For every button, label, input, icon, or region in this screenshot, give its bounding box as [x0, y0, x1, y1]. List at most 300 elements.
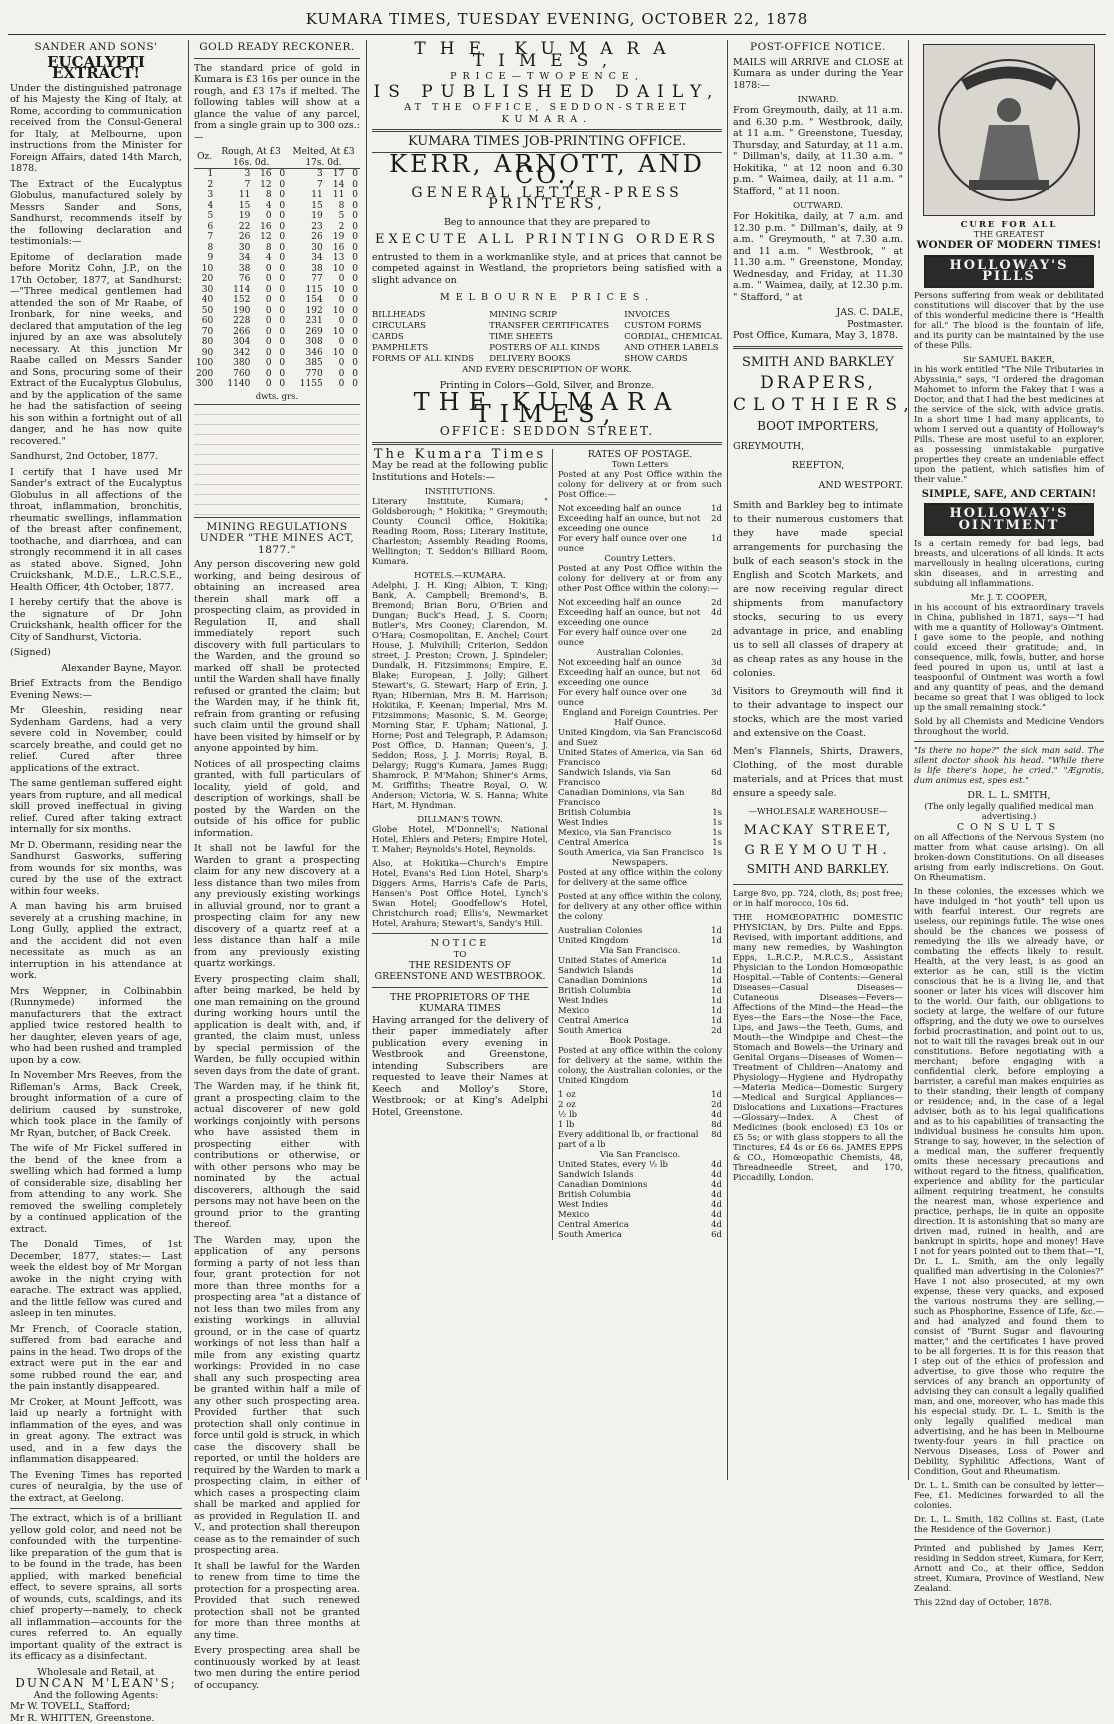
table-cell: 0: [274, 243, 287, 254]
table-cell: 385: [287, 358, 325, 369]
rates-value: 1s: [712, 828, 722, 838]
rates-title: RATES OF POSTAGE.: [558, 449, 722, 461]
table-cell: 269: [287, 327, 325, 338]
rates-row: [558, 1090, 722, 1100]
list-item: CARDS: [372, 332, 474, 343]
table-cell: 38: [215, 264, 252, 275]
table-row: [194, 306, 360, 317]
table-row: [194, 201, 360, 212]
rates-label: British Columbia: [558, 1190, 631, 1200]
rates-row: [558, 1230, 722, 1240]
rates-sub: Town Letters: [558, 460, 722, 470]
hotels-list: Adelphi, J. H. King; Albion, T. King; Bank, A. Campbell; Bremond's, B. Bremond; Brian Boru, O'Brien and Dungan; Buck's Head, J. S. Coorn; Butler's, Mrs Cooney; Clarendon, M. O'Hara; Cosmopolitan, E. Anchel; Court House, J. Mulvihill; Criterion, Seddon street, J. Preston; Crown, J. Spindeler; Dundalk, H. Fitzsimmons; Empire, E. Blake; European, J. Jolly; Gilbert Stewart's, G. Stewart; Harp of Erin, J. Ryan; Hibernian, Mrs B. M. Harrison; Hokitika, F. Keenan; Imperial, Mrs M. Fitzsimmons; Masonic, S. M. George; Morning Star, F. Upham; National, J. Horne; Post and Telegraph, P. Adamson; Post Office, D. Hannan; Queen's, J. Seddon; Ross, J. J. Morris; Royal, B. Delargy; Rugg's Kumara, James Rugg; Shamrock, P. M'Mahon; Shiner's Arms, M. Griffiths; Theatre Royal, O. W. Anderson; Victoria, W. S. Hanna; White Hart, M. Hyndman.: [372, 581, 548, 811]
table-cell: 0: [346, 337, 360, 348]
agents-label: And the following Agents:: [10, 1690, 182, 1702]
paper-title-bottom: THE KUMARA TIMES,: [372, 397, 722, 420]
paragraph: The Donald Times, of 1st December, 1877, states:— Last week the eldest boy of Mr Morgan awoke in the night crying with earache. The extract was applied, and the little fellow was cured and asleep in ten minutes.: [10, 1239, 182, 1320]
table-cell: 8: [252, 190, 273, 201]
table-cell: 90: [194, 348, 215, 359]
table-cell: 0: [346, 264, 360, 275]
table-cell: 19: [287, 211, 325, 222]
rates-row: [558, 748, 722, 768]
rates-value: 1d: [711, 504, 722, 514]
table-cell: 15: [287, 201, 325, 212]
book-ad: Large 8vo, pp. 724, cloth, 8s; post free; or in half morocco, 10s 6d.: [733, 889, 903, 909]
essay-text: In these colonies, the excesses which we have indulged in "hot youth" tell upon us with fearful interest. Our regrets are useless, our repinings futile. The wise ones should be the chances we possess of remedying the ills we already have, or combating the effects likely to result. Health, at the very least, is as good an exterior as he can, still is the victim conscious that he is a living lie, and that sooner or later his vices will discover him to the world. Our faith, our obligations to society at large, the welfare of our future offspring, and the duty we owe to ourselves forbid procrastination, and point out to us, not to wait till the ravages break out in our constitutions. Before negotiating with a merchant; before engaging with a confidential clerk, before employing a barrister, a careful man makes enquiries as to their standing, their length of company or residence; and, in the case of a legal adviser, both as to his legal qualifications and as to his capabilities of transacting the individual business he consults him upon. Strange to say, however, in the selection of a medical man, the sufferer frequently omits these necessary precautions and without regard to the fitness, qualification, experience and ability for the particular ailment requiring treatment, he consults the nearest man, whose experience and practice, perhaps, lie in quite an opposite direction. It is astonishing that so many are driven mad, ruined in health, and are bankrupt in spirits, hope and money! Have I not for years pointed out to them that—"I, Dr. L. L. Smith, am the only legally qualified man advertising in the Colonies?" Have I not also prosecuted, at my own expense, these very quacks, and exposed the various nostrums they are selling,—such as Phosphorine, Essence of Life, &c.—and had analyzed and found them to consist of "Burnt Sugar and flavouring matter," and the certificates I have proved to be all forgeries. It is for this reason that I step out of the ethics of profession and advertise, to give those who require the services of any branch an opportunity of advising they can consult a legally qualified man, and one, moreover, who has made this his especial study. Dr. L. L. Smith is the only legally qualified medical man advertising, and he has been in Melbourne twenty-four years in full practice on Nervous Diseases, Loss of Power and Debility, Syphilitic Affections, Want of Condition, Gout and Rheumatism.: [914, 887, 1104, 1477]
column-rule: [188, 40, 189, 1480]
rates-value: 2d: [711, 1100, 722, 1110]
rates-sub: Australian Colonies.: [558, 648, 722, 658]
rates-label: West Indies: [558, 1200, 608, 1210]
table-cell: 228: [215, 316, 252, 327]
table-cell: 10: [325, 306, 347, 317]
rates-row: [558, 1160, 722, 1170]
table-header: Oz.: [194, 147, 215, 169]
rates-value: 8d: [711, 1130, 722, 1150]
divider: [914, 741, 1104, 742]
table-cell: 70: [194, 327, 215, 338]
table-cell: 7: [287, 180, 325, 191]
firm-name: KERR, ARNOTT, AND CO.,: [372, 159, 722, 182]
paragraph: The extract, which is of a brilliant yellow gold color, and need not be confounded with the turpentine-like preparation of the gum that is to be found in the trade, has been applied, with marked beneficial effect, to severe sprains, all sorts of wounds, cuts, scaldings, and its chief property—namely, to check all inflammation—accounts for the cures referred to. An equally important quality of the extract is its efficacy as a disinfectant.: [10, 1513, 182, 1663]
table-cell: 8: [252, 243, 273, 254]
column-post-office: [733, 40, 903, 1480]
list-item: POSTERS OF ALL KINDS: [489, 343, 609, 354]
simple-title: SIMPLE, SAFE, AND CERTAIN!: [914, 489, 1104, 501]
masthead: KUMARA TIMES, TUESDAY EVENING, OCTOBER 22, 1878: [0, 10, 1114, 28]
table-cell: 23: [287, 222, 325, 233]
rates-row: [558, 926, 722, 936]
table-cell: 0: [252, 274, 273, 285]
paragraph: It shall not be lawful for the Warden to grant a prospecting claim for any new discovery at a less distance than two miles from any previously existing workings in alluvial ground, nor to grant a prospecting claim for any new discovery of a quartz reef at a less distance than half a mile from any previously existing quartz workings.: [194, 843, 360, 970]
rates-label: ½ lb: [558, 1110, 577, 1120]
table-cell: 4: [194, 201, 215, 212]
place-westport: AND WESTPORT.: [733, 480, 903, 492]
paragraph: It shall be lawful for the Warden to renew from time to time the protection for a prospecting area. Provided that such renewed protection shall not be granted for more than three months at any time.: [194, 1561, 360, 1642]
sold-text: Sold by all Chemists and Medicine Vendors throughout the world.: [914, 717, 1104, 737]
table-cell: 0: [274, 274, 287, 285]
rates-row: [558, 658, 722, 668]
rates-row: [558, 936, 722, 946]
table-cell: 0: [274, 348, 287, 359]
rates-sub: Book Postage.: [558, 1036, 722, 1046]
cooper-text: in his account of his extraordinary travels in China, published in 1871, says—"I had with me a quantity of Holloway's Ointment. I gave some to the people, and nothing could exceed their gratitude; and, in consequence, milk, fowls, butter, and horse feed poured in upon us, until at last a teaspoonful of Ointment was worth a fowl and any quantity of peas, and the demand became so great that I was obliged to lock up the small remaining stock.": [914, 603, 1104, 713]
rates-value: 1d: [711, 534, 722, 554]
jobprinting-title: KUMARA TIMES JOB-PRINTING OFFICE.: [372, 136, 722, 148]
notice-to: TO: [372, 950, 548, 960]
rates-value: 4d: [711, 1110, 722, 1120]
proprietors-text: Having arranged for the delivery of their paper immediately after publication every evening in Westbrook and Greenstone, intending Subscribers are requested to leave their Names at Keech and Molloy's Store, Westbrook; or at King's Adelphi Hotel, Greenstone.: [372, 1015, 548, 1119]
inward-text: From Greymouth, daily, at 11 a.m. and 6.30 p.m. " Westbrook, daily, at 11 a.m. " Greenstone, Tuesday, Thursday, and Saturday, at 11 a.m. " Dillman's, daily, at 11.30 a.m. " Hokitika, " at 12 noon and 6.30 p.m. " Waimea, daily, at 11 a.m. " Stafford, " at 11 noon.: [733, 105, 903, 197]
rates-list: [558, 504, 722, 554]
rates-label: Exceeding half an ounce, but not exceeding one ounce: [558, 668, 711, 688]
divider: [372, 933, 548, 934]
table-cell: 26: [215, 232, 252, 243]
office-line: AT THE OFFICE, SEDDON-STREET: [372, 102, 722, 114]
notice-residents: THE RESIDENTS OF GREENSTONE AND WESTBROOK.: [372, 960, 548, 983]
rates-list: [558, 598, 722, 648]
rates-row: [558, 828, 722, 838]
table-cell: 11: [325, 190, 347, 201]
rates-row: [558, 788, 722, 808]
rates-value: 1d: [711, 1016, 722, 1026]
table-cell: 16: [252, 169, 273, 180]
rates-value: 1s: [712, 808, 722, 818]
table-cell: 190: [215, 306, 252, 317]
table-row: [194, 316, 360, 327]
table-cell: 0: [325, 369, 347, 380]
list-item: FORMS OF ALL KINDS: [372, 354, 474, 365]
table-cell: 0: [346, 253, 360, 264]
smith-barkley-title: SMITH AND BARKLEY: [733, 357, 903, 369]
table-row: [194, 295, 360, 306]
mens-text: Men's Flannels, Shirts, Drawers, Clothing, of the most durable materials, and at Prices that must ensure a speedy sale.: [733, 745, 903, 801]
rates-value: 4d: [711, 1160, 722, 1170]
rates-row: [558, 1180, 722, 1190]
seal-label: CURE FOR ALL: [914, 220, 1104, 230]
rates-label: South America: [558, 1230, 622, 1240]
table-cell: 8: [325, 201, 347, 212]
lower-section: [372, 449, 722, 1241]
rates-value: 1s: [712, 818, 722, 828]
doctor-name: DR. L. L. SMITH,: [914, 790, 1104, 802]
rates-row: [558, 996, 722, 1006]
rates-value: 4d: [711, 1170, 722, 1180]
signed-label: (Signed): [10, 647, 182, 659]
paragraph: Mr D. Obermann, residing near the Sandhurst Gasworks, suffering from wounds for six months, was cured by the use of the extract within four weeks.: [10, 840, 182, 898]
rates-text: Posted at any Post Office within the colony for delivery at or from any other Post Office within the colony:—: [558, 564, 722, 594]
holloway-emblem: [923, 44, 1095, 216]
greymouth-line: GREYMOUTH.: [733, 845, 903, 857]
paragraph: Mr Croker, at Mount Jeffcott, was laid up nearly a fortnight with inflammation of the eyes, and was in great agony. The extract was used, and in a few days the inflammation disappeared.: [10, 1397, 182, 1466]
rates-sub: Via San Francisco.: [558, 1150, 722, 1160]
rates-value: 1d: [711, 1006, 722, 1016]
table-cell: 0: [252, 306, 273, 317]
rates-row: [558, 1026, 722, 1036]
rates-value: 4d: [711, 1210, 722, 1220]
list-item: SHOW CARDS: [624, 354, 722, 365]
rates-label: Not exceeding half an ounce: [558, 658, 681, 668]
table-cell: 0: [252, 348, 273, 359]
rates-row: [558, 1110, 722, 1120]
table-cell: 2: [325, 222, 347, 233]
paragraph: Mr French, of Cooracle station, suffered from bad earache and pains in the head. Two drops of the extract were put in the ear and some rubbed round the ear, and the pain instantly disappeared.: [10, 1324, 182, 1393]
table-cell: 26: [287, 232, 325, 243]
signature: JAS. C. DALE,: [733, 307, 903, 319]
paragraph: I certify that I have used Mr Sander's extract of the Eucalyptus Globulus in all affections of the throat, inflammation, bronchitis, rheumatic swellings, inflammation of the breast after confinement, toothache, and diarrhœa, and can strongly recommend it in all cases as stated above. Signed, John Cruickshank, M.D.E., L.R.C.S.E., Health Officer, 4th October, 1877.: [10, 467, 182, 594]
rates-row: [558, 628, 722, 648]
paragraph: A man having his arm bruised severely at a crushing machine, in Long Gully, applied the extract, and the accident did not even necessitate as much as an interruption in his attendance at work.: [10, 901, 182, 982]
table-cell: 17: [325, 169, 347, 180]
rates-value: 4d: [711, 608, 722, 628]
paragraph: Any person discovering new gold working, and being desirous of obtaining an increased area therein shall mark off a prospecting claim, as provided in Regulation II, and shall immediately report such discovery with full particulars to the Warden, and the ground so marked off shall be protected until the Warden shall have finally refused or granted the claim; but the Warden may, if he think fit, refrain from granting or refusing such claim until the ground shall have been visited by himself or by anyone appointed by him.: [194, 559, 360, 755]
wholesale-label: Wholesale and Retail, at: [10, 1667, 182, 1679]
table-cell: 0: [252, 379, 273, 390]
rates-value: 1d: [711, 956, 722, 966]
rates-sub: Via San Francisco.: [558, 946, 722, 956]
paragraph: Every prospecting claim shall, after being marked, be held by one man remaining on the ground during working hours until the application is dealt with, and, if granted, the claim must, unless by special permission of the Warden, be fully occupied within seven days from the date of grant.: [194, 974, 360, 1078]
rates-value: 1d: [711, 986, 722, 996]
paragraph: Mr Gleeshin, residing near Sydenham Gardens, had a very severe cold in November, could scarcely breathe, and could get no relief. Cured after three applications of the extract.: [10, 705, 182, 774]
table-cell: 77: [287, 274, 325, 285]
table-cell: 4: [252, 201, 273, 212]
table-row: [194, 243, 360, 254]
table-cell: 5: [194, 211, 215, 222]
table-cell: 0: [325, 337, 347, 348]
paragraph: The same gentleman suffered eight years from rupture, and all medical skill proved ineffectual in giving relief. Cured after taking extract internally for six months.: [10, 778, 182, 836]
table-cell: 10: [325, 327, 347, 338]
list-item: BILLHEADS: [372, 310, 474, 321]
notice-title: NOTICE: [372, 938, 548, 950]
rates-label: Canadian Dominions, via San Francisco: [558, 788, 711, 808]
rates-label: Sandwich Islands, via San Francisco: [558, 768, 711, 788]
table-cell: 308: [287, 337, 325, 348]
table-row: [194, 369, 360, 380]
rates-value: 1s: [712, 848, 722, 858]
table-cell: 11: [287, 190, 325, 201]
rates-value: 2d: [711, 628, 722, 648]
rates-text: Posted at any office within the colony, for delivery at any other office within the colony: [558, 892, 722, 922]
table-cell: 0: [252, 285, 273, 296]
paragraph: The Extract of the Eucalyptus Globulus, manufactured solely by Messrs Sander and Sons, Sandhurst, recommends itself by the following declaration and testimonials:—: [10, 179, 182, 248]
rates-text: Posted at any office within the colony for delivery at the same office: [558, 868, 722, 888]
rates-row: [558, 966, 722, 976]
rates-row: [558, 1220, 722, 1230]
table-cell: 14: [325, 180, 347, 191]
rates-row: [558, 976, 722, 986]
rates-label: United Kingdom: [558, 936, 629, 946]
imprint-date: This 22nd day of October, 1878.: [914, 1598, 1104, 1608]
table-row: [194, 264, 360, 275]
table-header: Melted, At £3 17s. 0d.: [287, 147, 360, 169]
smith-barkley-footer: SMITH AND BARKLEY.: [733, 864, 903, 876]
price-line: PRICE—TWOPENCE,: [372, 71, 722, 83]
holloway-pills-banner: HOLLOWAY'S PILLS: [924, 255, 1094, 288]
masthead-rule: [8, 34, 1106, 35]
agent-line: Mr W. TOVELL, Stafford;: [10, 1701, 182, 1713]
table-cell: 12: [252, 232, 273, 243]
dwts-table: [194, 404, 360, 518]
announce: Beg to announce that they are prepared to: [372, 217, 722, 229]
ad-title: EUCALYPTI EXTRACT!: [10, 57, 182, 80]
rates-label: Sandwich Islands: [558, 966, 634, 976]
table-cell: 38: [287, 264, 325, 275]
imprint-text: Printed and published by James Kerr, residing in Seddon street, Kumara, for Kerr, Arnott and Co., at their office, Seddon street, Kumara, Province of Westland, New Zealand.: [914, 1544, 1104, 1594]
table-cell: 0: [274, 253, 287, 264]
table-cell: 0: [274, 295, 287, 306]
also-list: Also, at Hokitika—Church's Empire Hotel, Evans's Red Lion Hotel, Sharp's Diggers Arms, Harris's Cafe de Paris, Hansen's Post Office Hotel, Lynch's Swan Hotel; Goodfellow's Hotel, Christchurch road; Ellis's, Newmarket Hotel, Arahura; Stewart's, Sandy's Hill.: [372, 859, 548, 929]
table-cell: 3: [287, 169, 325, 180]
rates-label: Canadian Dominions: [558, 1180, 647, 1190]
baker-text: in his work entitled "The Nile Tributaries in Abyssinia," says, "I ordered the dragoman Mahomet to inform the Fakey that I was a Doctor, and that I had the best medicines at the service of the sick, with advice gratis. In a short time I had many applicants, to whom I served out a quantity of Holloway's Pills. These are most useful to an explorer, as possessing unmistakable purgative properties they create an undeniable effect upon the patient, which satisfies him of their value.": [914, 365, 1104, 485]
paragraph: The Warden may, if he think fit, grant a prospecting claim to the actual discoverer of new gold workings conjointly with persons who have assisted them in prospecting either with contributions or otherwise, or with other persons who may be nominated by the actual discoverers, although the said persons may not have been on the ground prior to the granting thereof.: [194, 1081, 360, 1231]
table-row: [194, 379, 360, 390]
rates-value: 6d: [711, 668, 722, 688]
dateline: Sandhurst, 2nd October, 1877.: [10, 451, 182, 463]
rates-label: For every half ounce over one ounce: [558, 628, 711, 648]
rates-label: Mexico, via San Francisco: [558, 828, 671, 838]
rates-value: 4d: [711, 1190, 722, 1200]
rates-row: [558, 956, 722, 966]
table-cell: 4: [252, 253, 273, 264]
warehouse-label: —WHOLESALE WAREHOUSE—: [733, 807, 903, 817]
rates-value: 8d: [711, 788, 722, 808]
rates-sub: England and Foreign Countries. Per Half Ounce.: [558, 708, 722, 728]
hotels-head: HOTELS.—KUMARA.: [372, 571, 548, 581]
read-intro: May be read at the following public Institutions and Hotels:—: [372, 460, 548, 483]
rates-row: [558, 848, 722, 858]
address-text: Dr. L. L. Smith, 182 Collins st. East, (Late the Residence of the Governor.): [914, 1515, 1104, 1535]
rates-value: 3d: [711, 688, 722, 708]
rates-row: [558, 504, 722, 514]
rates-row: [558, 808, 722, 818]
dillman-head: DILLMAN'S TOWN.: [372, 815, 548, 825]
table-cell: 192: [287, 306, 325, 317]
rates-label: 2 oz: [558, 1100, 576, 1110]
rates-text: Posted at any office within the colony for delivery at the same, within the colony, the Australian colonies, or the United Kingdom: [558, 1046, 722, 1086]
po-intro: MAILS will ARRIVE and CLOSE at Kumara as under during the Year 1878:—: [733, 57, 903, 92]
column-gold-reckoner: [194, 40, 360, 1480]
table-cell: 0: [274, 316, 287, 327]
rates-label: West Indies: [558, 996, 608, 1006]
table-cell: 34: [215, 253, 252, 264]
table-cell: 0: [274, 379, 287, 390]
rates-value: 1d: [711, 966, 722, 976]
table-cell: 7: [194, 232, 215, 243]
rates-label: Not exceeding half an ounce: [558, 504, 681, 514]
table-cell: 0: [274, 337, 287, 348]
table-cell: 0: [346, 306, 360, 317]
rates-row: [558, 838, 722, 848]
table-cell: 7: [215, 180, 252, 191]
proprietors-title: THE PROPRIETORS OF THE KUMARA TIMES: [372, 992, 548, 1015]
town-line: KUMARA.: [372, 114, 722, 126]
regs-title: MINING REGULATIONS UNDER "THE MINES ACT, 1877.": [194, 522, 360, 557]
table-cell: 60: [194, 316, 215, 327]
rates-list: [558, 926, 722, 946]
table-cell: 0: [346, 274, 360, 285]
rates-value: 6d: [711, 728, 722, 748]
paragraph: Mrs Weppner, in Colbinabbin (Runnymede) informed the manufacturers that the extract applied twice restored health to her daughter, eleven years of age, who had been rushed and trampled upon by a cow.: [10, 986, 182, 1067]
list-item: TRANSFER CERTIFICATES: [489, 321, 609, 332]
paragraph: Every prospecting area shall be continuously worked by at least two men during the entire period of occupancy.: [194, 1645, 360, 1691]
table-cell: 0: [252, 369, 273, 380]
quote-text: "Is there no hope?" the sick man said. The silent doctor shook his head. "While there is life there's hope, he cried." "Ægrotis, dum animus est, spes est.": [914, 746, 1104, 786]
paragraph: In November Mrs Reeves, from the Rifleman's Arms, Back Creek, brought information of a cure of delirium caused by sunstroke, which took place in the family of Mr Ryan, butcher, of Back Creek.: [10, 1070, 182, 1139]
table-cell: 0: [325, 379, 347, 390]
table-cell: 100: [194, 358, 215, 369]
paragraph: The Warden may, upon the application of any persons forming a party of not less than four, grant protection for not more than three months for a prospecting area "at a distance of not less than two miles from any existing workings in alluvial ground, or in the case of quartz workings of not less than half a mile from any existing quartz workings: Provided in no case shall any such prospecting area be granted within half a mile of any other such prospecting area. Provided further that such protection shall only continue in force until gold is struck, in which case the discovery shall be reported, or until the holders are required by the Warden to mark a prospecting claim, in either of which cases a prospecting claim shall be marked and applied for as provided in Regulation II. and V., and protection shall thereupon cease as to the remainder of such prospecting area.: [194, 1235, 360, 1557]
table-cell: 34: [287, 253, 325, 264]
table-cell: 0: [274, 285, 287, 296]
divider: [10, 1508, 182, 1509]
rates-value: 8d: [711, 1120, 722, 1130]
rates-sub: Newspapers.: [558, 858, 722, 868]
paragraph: Brief Extracts from the Bendigo Evening News:—: [10, 678, 182, 701]
rates-value: 4d: [711, 1200, 722, 1210]
inward-head: INWARD.: [733, 95, 903, 105]
table-cell: 0: [346, 348, 360, 359]
table-cell: 20: [194, 274, 215, 285]
rates-label: British Columbia: [558, 808, 631, 818]
table-cell: 8: [194, 243, 215, 254]
rates-row: [558, 598, 722, 608]
rates-label: Canadian Dominions: [558, 976, 647, 986]
rates-text: Posted at any Post Office within the colony for delivery at or from such Post Office:—: [558, 470, 722, 500]
paper-office: OFFICE: SEDDON STREET.: [372, 426, 722, 438]
rates-value: 1s: [712, 838, 722, 848]
list-item: DELIVERY BOOKS: [489, 354, 609, 365]
table-cell: 19: [325, 232, 347, 243]
ad-header: SANDER AND SONS': [10, 42, 182, 54]
consult-text: Dr. L. L. Smith can be consulted by letter—Fee, £1. Medicines forwarded to all the colonies.: [914, 1481, 1104, 1511]
table-cell: 2: [194, 180, 215, 191]
rates-row: [558, 668, 722, 688]
table-cell: 1: [194, 169, 215, 180]
table-cell: 304: [215, 337, 252, 348]
list-item: MINING SCRIP: [489, 310, 609, 321]
rates-row: [558, 728, 722, 748]
table-cell: 0: [252, 316, 273, 327]
paragraph: Epitome of declaration made before Moritz Cohn, J.P., on the 17th October, 1877, at Sandhurst:—"Three medical gentlemen had attended the son of Mr Raabe, of Ironbark, for nine weeks, and declared that amputation of the leg injured by an axe was absolutely necessary. At this junction Mr Raabe called on Messrs Sander and Sons, procuring some of their Extract of the Eucalyptus Globulus, and by the application of the same he had the satisfaction of seeing his son within a fortnight out of all danger, and he has now quite recovered.": [10, 252, 182, 448]
reckoner-title: GOLD READY RECKONER.: [194, 42, 360, 54]
rates-list: [558, 1090, 722, 1130]
rates-value: 2d: [711, 514, 722, 534]
table-cell: 0: [346, 190, 360, 201]
rates-value: 4d: [711, 1180, 722, 1190]
table-cell: 0: [274, 169, 287, 180]
rates-label: Central America: [558, 1220, 629, 1230]
rates-row: [558, 818, 722, 828]
rates-row: [558, 608, 722, 628]
homeopathic-ad: THE HOMŒOPATHIC DOMESTIC PHYSICIAN, by Drs. Pulte and Epps. Revised, with important additions, and many new remedies, by Washington Epps, L.R.C.P., M.R.C.S., Assistant Physician to the London Homœopathic Hospital.—Table of Contents:—General Diseases—Casual Diseases—Cutaneous Diseases—Fevers—Affections of the Mind—the Head—the Eyes—the Ears—the Nose—the Face, Lips, and Jaws—the Teeth, Gums, and Mouth—the Windpipe and Chest—the Stomach and Bowels—the Urinary and Genital Organs—Diseases of Women—Treatment of Children—Anatomy and Physiology—Hygiene and Hydropathy—Materia Medica—Domestic Surgery—Medical and Surgical Appliances—Dislocations and Luxations—Fractures—Glossary—Index. A Chest of Medicines (book enclosed) £3 10s or £5 5s; or with glass stoppers to all the Tinctures, £4 4s or £6 6s. JAMES EPPS & CO., Homœopathic Chemists, 48, Threadneedle Street, and 170, Piccadilly, London.: [733, 913, 903, 1183]
list-item: AND OTHER LABELS: [624, 343, 722, 354]
table-cell: 0: [346, 316, 360, 327]
paragraph: I hereby certify that the above is the signature of Dr John Cruickshank, health officer for the City of Sandhurst, Victoria.: [10, 597, 182, 643]
drapers-line: DRAPERS,: [733, 378, 903, 390]
rates-label: 1 lb: [558, 1120, 574, 1130]
rates-value: 6d: [711, 1230, 722, 1240]
table-cell: 0: [325, 316, 347, 327]
rates-value: 4d: [711, 1220, 722, 1230]
place-greymouth: GREYMOUTH,: [733, 441, 903, 453]
list-item: TIME SHEETS: [489, 332, 609, 343]
table-cell: 22: [215, 222, 252, 233]
items-mid: [489, 310, 609, 365]
paragraph: The standard price of gold in Kumara is £3 16s per ounce in the rough, and £3 17s if melted. The following tables will show at a glance the value of any parcel, from a single grain up to 300 ozs.:—: [194, 63, 360, 144]
table-cell: 152: [215, 295, 252, 306]
intimate-text: Smith and Barkley beg to intimate to their numerous customers that they have made special arrangements for purchasing the bulk of each season's stock in the English and Scotch Markets, and are now receiving regular direct shipments from manufactory stocks, securing to us every advantage in price, and enabling us to sell all classes of drapery at as cheap rates as any house in the colonies.: [733, 499, 903, 681]
doctor-subtitle: (The only legally qualified medical man advertising.): [914, 802, 1104, 822]
paragraph: entrusted to them in a workmanlike style, and at prices that cannot be competed against in Westland, the proprietors being satisfied with a slight advance on: [372, 252, 722, 287]
table-cell: 9: [194, 253, 215, 264]
table-cell: 0: [252, 358, 273, 369]
table-cell: 0: [346, 369, 360, 380]
rates-value: 1d: [711, 976, 722, 986]
table-cell: 3: [215, 169, 252, 180]
rates-value: 1d: [711, 926, 722, 936]
column-holloway: [914, 40, 1104, 1480]
list-item: PAMPHLETS: [372, 343, 474, 354]
rates-row: [558, 514, 722, 534]
column-rule: [727, 40, 728, 1480]
table-row: [194, 180, 360, 191]
table-row: [194, 253, 360, 264]
table-cell: 0: [274, 180, 287, 191]
colors-line: Printing in Colors—Gold, Silver, and Bronze.: [372, 380, 722, 392]
table-cell: 0: [346, 211, 360, 222]
place-reefton: REEFTON,: [733, 460, 903, 472]
